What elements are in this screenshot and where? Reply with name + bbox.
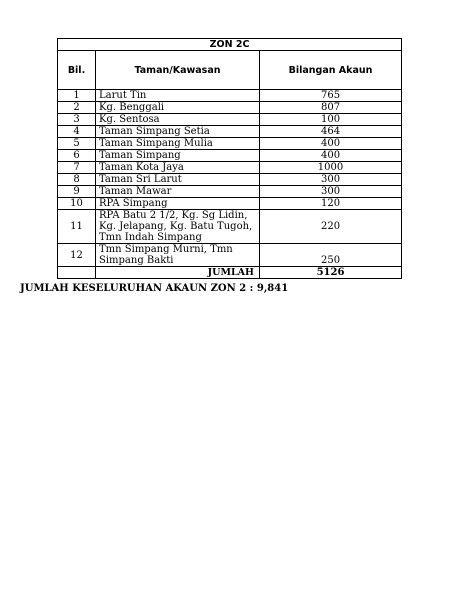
zon-table (57, 38, 402, 279)
header-akaun: Bilangan Akaun (260, 51, 402, 90)
table-row (58, 162, 402, 174)
row-taman: RPA Batu 2 1/2, Kg. Sg Lidin, Kg. Jelapang, Kg. Batu Tugoh, Tmn Indah Simpang (96, 210, 260, 244)
row-akaun: 1000 (260, 162, 402, 174)
table-row (58, 198, 402, 210)
table-row (58, 138, 402, 150)
row-akaun: 250 (260, 244, 402, 267)
row-number: 6 (58, 150, 96, 162)
row-taman: Tmn Simpang Murni, Tmn Simpang Bakti (96, 244, 260, 267)
row-number: 7 (58, 162, 96, 174)
total-empty-cell (58, 267, 96, 279)
row-akaun: 765 (260, 90, 402, 102)
row-number: 8 (58, 174, 96, 186)
row-akaun: 464 (260, 126, 402, 138)
table-row (58, 126, 402, 138)
row-akaun: 807 (260, 102, 402, 114)
row-number: 5 (58, 138, 96, 150)
total-label: JUMLAH (96, 267, 260, 279)
row-taman: Taman Kota Jaya (96, 162, 260, 174)
total-value: 5126 (260, 267, 402, 279)
table-row (58, 186, 402, 198)
table-row (58, 90, 402, 102)
row-taman: RPA Simpang (96, 198, 260, 210)
row-taman: Taman Simpang Mulia (96, 138, 260, 150)
row-taman: Taman Sri Larut (96, 174, 260, 186)
row-number: 11 (58, 210, 96, 244)
table-row (58, 174, 402, 186)
row-akaun: 400 (260, 150, 402, 162)
row-akaun: 400 (260, 138, 402, 150)
row-number: 4 (58, 126, 96, 138)
row-taman: Taman Simpang Setia (96, 126, 260, 138)
row-number: 2 (58, 102, 96, 114)
row-taman: Taman Mawar (96, 186, 260, 198)
row-taman: Kg. Sentosa (96, 114, 260, 126)
row-akaun: 300 (260, 174, 402, 186)
table-row (58, 210, 402, 244)
row-akaun: 120 (260, 198, 402, 210)
table-title: ZON 2C (58, 39, 402, 51)
table-row (58, 150, 402, 162)
row-number: 12 (58, 244, 96, 267)
row-number: 9 (58, 186, 96, 198)
table-row (58, 114, 402, 126)
zone-summary: JUMLAH KESELURUHAN AKAUN ZON 2 : 9,841 (20, 283, 289, 294)
row-number: 10 (58, 198, 96, 210)
table-row (58, 102, 402, 114)
row-taman: Taman Simpang (96, 150, 260, 162)
row-akaun: 300 (260, 186, 402, 198)
header-taman: Taman/Kawasan (96, 51, 260, 90)
row-taman: Kg. Benggali (96, 102, 260, 114)
row-taman: Larut Tin (96, 90, 260, 102)
table-row (58, 244, 402, 267)
row-akaun: 100 (260, 114, 402, 126)
header-bil: Bil. (58, 51, 96, 90)
row-number: 3 (58, 114, 96, 126)
row-akaun: 220 (260, 210, 402, 244)
row-number: 1 (58, 90, 96, 102)
